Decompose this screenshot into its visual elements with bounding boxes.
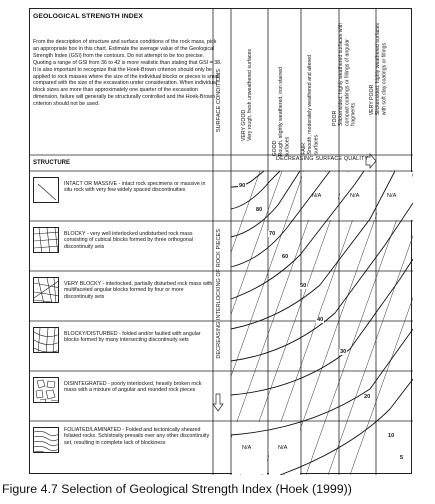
col-fair-desc: Smooth, moderately weathered and altered (307, 55, 314, 155)
category-intact: INTACT OR MASSIVE - intact rock specimens or massive in situ rock with very few widely spaced discontinuities (64, 181, 206, 194)
col-poor-desc3: fragments (350, 102, 357, 126)
gsi-60: 60 (282, 254, 289, 260)
decreasing-surface-quality-label: DECREASING SURFACE QUALITY (276, 156, 369, 162)
col-fair-title: FAIR (301, 142, 307, 155)
gsi-80: 80 (256, 207, 263, 213)
gsi-90: 90 (239, 183, 246, 189)
very-blocky-rock-icon (33, 277, 59, 303)
na-good-foliated: N/A (278, 445, 288, 451)
category-blocky: BLOCKY - very well interlocked undisturbed rock mass consisting of cubical blocks formed by three orthogonal discontinuity sets (64, 231, 193, 250)
col-very-poor-title: VERY POOR (369, 84, 375, 116)
col-very-poor-desc2: with soft clay coatings or fillings (381, 42, 388, 116)
col-fair-desc2: surfaces (313, 134, 320, 155)
gsi-5: 5 (400, 455, 404, 461)
gsi-10: 10 (388, 433, 395, 439)
col-good-desc: Rough, slightly weathered, iron stained (278, 67, 285, 157)
col-poor-desc: Slickensided, highly weathered surfaces with (338, 23, 345, 126)
col-poor-title: POOR (332, 110, 338, 126)
category-foliated: FOLIATED/LAMINATED - Folded and tectonically sheared foliated rocks. Schistosity prevails over any other discontinuity set, resulting in complete lack of blockiness (64, 427, 210, 446)
structure-heading: STRUCTURE (33, 160, 70, 166)
gsi-chart-frame (29, 8, 412, 474)
category-blocky-disturbed: BLOCKY/DISTURBED - folded and/or faulted with angular blocks formed by many intersecting discontinuity sets (64, 331, 201, 344)
category-very-blocky: VERY BLOCKY - interlocked, partially disturbed rock mass with multifaceted angular blocks formed by four or more discontinuity sets (64, 281, 213, 300)
gsi-40: 40 (317, 317, 324, 323)
foliated-rock-icon (33, 427, 59, 453)
intro-title: GEOLOGICAL STRENGTH INDEX (33, 13, 143, 20)
gsi-50: 50 (300, 283, 307, 289)
col-very-poor-desc: Slickensided, highly weathered surfaces (375, 23, 382, 116)
gsi-30: 30 (340, 349, 347, 355)
blocky-disturbed-rock-icon (33, 327, 59, 353)
surface-quality-arrow (366, 154, 376, 168)
col-poor-desc2: compact coatings or fillings of angular (344, 39, 351, 126)
blocky-rock-icon (33, 227, 59, 253)
gsi-20: 20 (364, 394, 371, 400)
col-very-good-desc: Very rough, fresh unweathered surfaces (247, 49, 254, 141)
na-verypoor-intact: N/A (387, 193, 397, 199)
decreasing-interlocking-label: DECREASING INTERLOCKING OF ROCK PIECES (216, 229, 222, 359)
category-disintegrated: DISINTEGRATED - poorly interlocked, heavily broken rock mass with a mixture of angular and rounded rock pieces (64, 381, 202, 394)
intact-rock-icon (33, 177, 59, 203)
na-poor-intact: N/A (350, 193, 360, 199)
interlocking-arrow (213, 394, 223, 411)
disintegrated-rock-icon (33, 377, 59, 403)
col-good-desc2: surfaces (284, 136, 291, 157)
figure-caption: Figure 4.7 Selection of Geological Strength Index (Hoek (1999)) (2, 482, 352, 496)
surface-conditions-label: SURFACE CONDITIONS (216, 69, 222, 133)
col-good-title: GOOD (272, 140, 278, 157)
gsi-70: 70 (269, 231, 276, 237)
intro-text: From the description of structure and surface conditions of the rock mass, pick an appropriate box in this chart. Estimate the average value of the Geological Strength Index (GSI) from the contours. Do not attempt to be too precise. Quoting a range of GSI from 36 to 42 is more realistic than stating that GSI = 38. It is also important to recognize that the Hoek-Brown criterion should only be applied to rock masses where the size of the individual blocks or pieces is small compared with the size of the excavation under consideration. When individual block sizes are more than approximately one quarter of the excavation dimension, failure will generally be structurally controlled and the Hoek-Brown criterion should not be used. (33, 39, 222, 108)
col-very-good-title: VERY GOOD (241, 109, 247, 141)
na-verygood-foliated: N/A (242, 445, 252, 451)
na-fair-intact: N/A (312, 193, 322, 199)
